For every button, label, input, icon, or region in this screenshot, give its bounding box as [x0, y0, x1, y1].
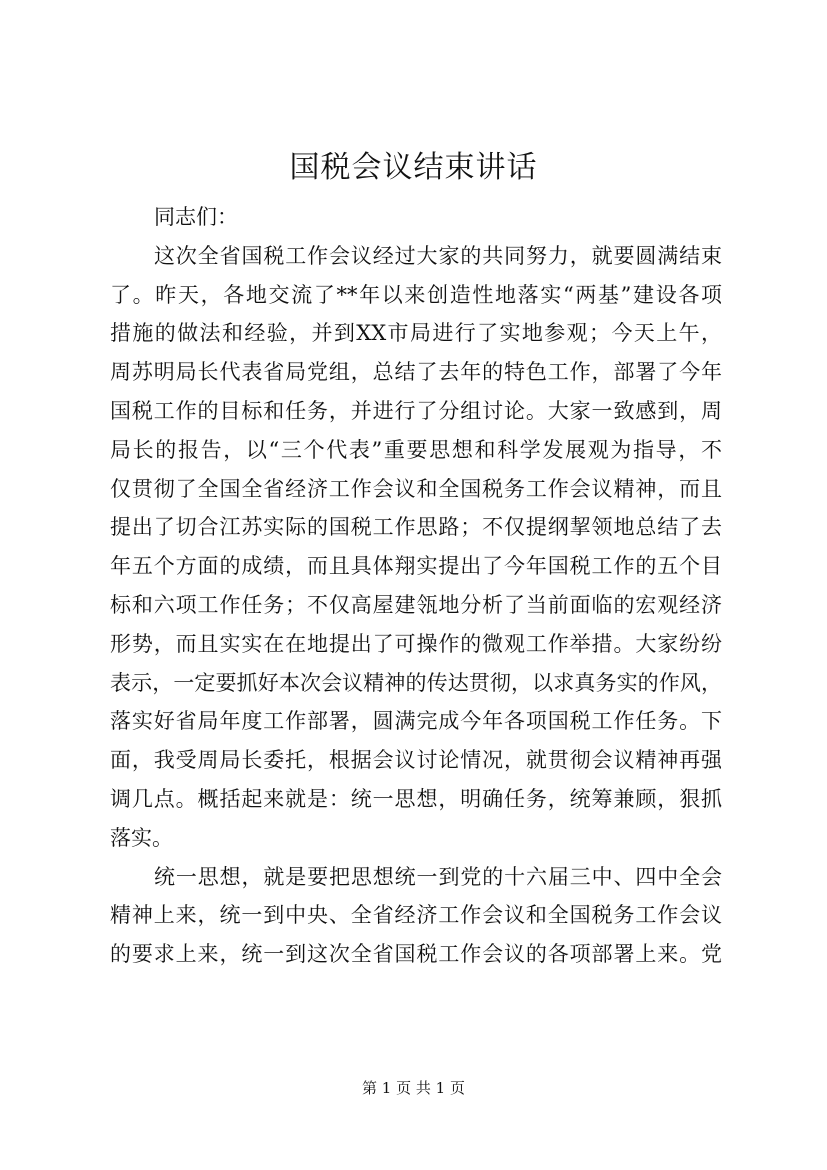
document-body [110, 198, 722, 974]
paragraph-line: 标和六项工作任务；不仅高屋建瓴地分析了当前面临的宏观经济 [110, 592, 722, 617]
paragraph-line: 面，我受周局长委托，根据会议讨论情况，就贯彻会议精神再强 [110, 748, 722, 773]
paragraph-line: 落实。 [110, 825, 173, 850]
paragraph-line: 年五个方面的成绩，而且具体翔实提出了今年国税工作的五个目 [110, 554, 722, 579]
paragraph-line: 提出了切合江苏实际的国税工作思路；不仅提纲挈领地总结了去 [110, 515, 722, 540]
paragraph-line: 国税工作的目标和任务，并进行了分组讨论。大家一致感到，周 [110, 398, 722, 423]
page-number-footer: 第 1 页 共 1 页 [362, 1079, 465, 1097]
paragraph-line: 精神上来，统一到中央、全省经济工作会议和全国税务工作会议 [110, 903, 722, 928]
paragraph-line: 局长的报告，以“三个代表”重要思想和科学发展观为指导，不 [110, 437, 722, 462]
paragraph-line: 的要求上来，统一到这次全省国税工作会议的各项部署上来。党 [110, 942, 722, 967]
paragraph-line: 仅贯彻了全国全省经济工作会议和全国税务工作会议精神，而且 [110, 476, 722, 501]
paragraph-line: 落实好省局年度工作部署，圆满完成今年各项国税工作任务。下 [110, 709, 722, 734]
paragraph-line: 措施的做法和经验，并到XX市局进行了实地参观；今天上午， [110, 321, 722, 346]
document-title: 国税会议结束讲话 [289, 150, 538, 185]
paragraph-line: 形势，而且实实在在地提出了可操作的微观工作举措。大家纷纷 [110, 631, 722, 656]
paragraph-2 [110, 858, 722, 974]
paragraph-1 [110, 237, 722, 858]
paragraph-line: 这次全省国税工作会议经过大家的共同努力，就要圆满结束 [154, 243, 722, 268]
paragraph-line: 表示，一定要抓好本次会议精神的传达贯彻，以求真务实的作风， [110, 670, 722, 695]
paragraph-line: 周苏明局长代表省局党组，总结了去年的特色工作，部署了今年 [110, 360, 722, 385]
salutation: 同志们： [154, 205, 238, 229]
paragraph-line: 了。昨天，各地交流了**年以来创造性地落实“两基”建设各项 [110, 282, 722, 307]
paragraph-line: 调几点。概括起来就是：统一思想，明确任务，统筹兼顾，狠抓 [110, 786, 722, 811]
paragraph-line: 统一思想，就是要把思想统一到党的十六届三中、四中全会 [154, 864, 722, 889]
